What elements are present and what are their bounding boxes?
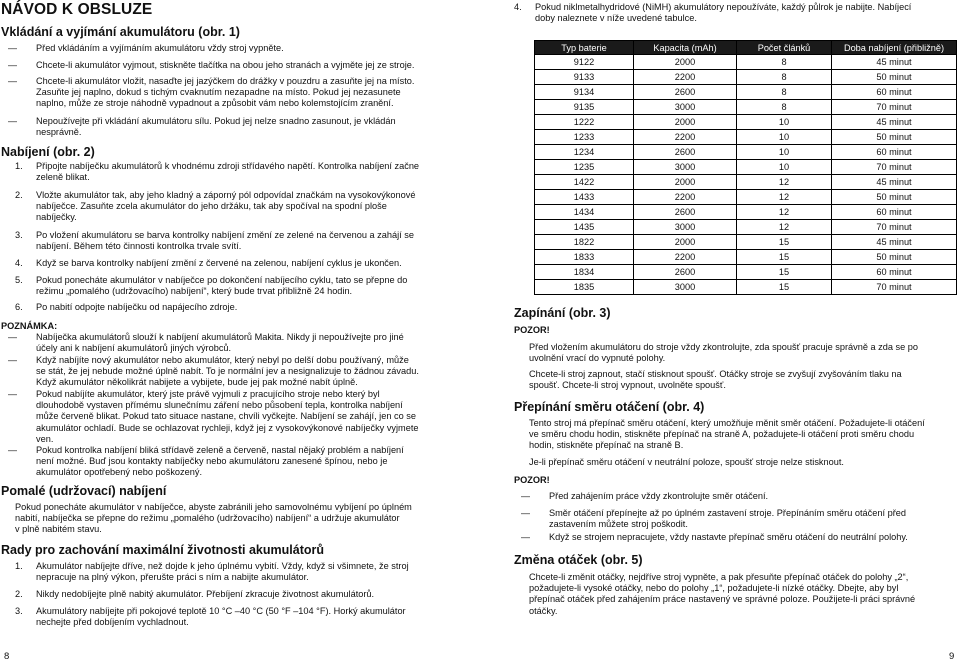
paragraph: Chcete-li změnit otáčky, nejdříve stroj vypněte, a pak přesuňte přepínač otáček do polohy „2“, požadujete-li vysoké otáčky, nebo do polohy „1“, požadujete-li nízké otáčky. Dbejte, aby byl přepínač otáček před zahájením práce nastavený ve správné poloze. Použijete-li práci správné otáčky. [529, 572, 916, 616]
table-cell: 12 [737, 220, 832, 235]
table-cell: 2000 [634, 235, 737, 250]
table-row [535, 55, 957, 70]
note-item: — Pokud kontrolka nabíjení bliká střídavě zeleně a červeně, nastal nějaký problém a nabíjení není možné. Buď jsou kontakty nabíječky nebo akumulátoru zanesené špínou, nebo je akumulátor opotřebený nebo poškozený. [36, 445, 404, 479]
section-heading-switching-on: Zapínání (obr. 3) [514, 306, 611, 320]
table-cell: 70 minut [832, 280, 957, 295]
table-cell: 60 minut [832, 85, 957, 100]
table-cell: 2600 [634, 205, 737, 220]
bullet-item: — Před vkládáním a vyjímáním akumulátoru vždy stroj vypněte. [36, 43, 284, 54]
note-label: POZNÁMKA: [1, 321, 58, 331]
note-item: — Nabíječka akumulátorů slouží k nabíjení akumulátorů Makita. Nikdy ji nepoužívejte pro jiné účely ani k nabíjení akumulátorů jiných výrobců. [36, 332, 404, 354]
note-item: — Když nabíjíte nový akumulátor nebo akumulátor, který nebyl po delší dobu používaný, může se stát, že jej nebude možné úplně nabít. To je normální jev a nesignalizuje to žádnou závadu. Když akumulátor několikrát nabijete a vybijete, bude jej pak možné nabít úplně. [36, 355, 419, 389]
column-header: Počet článků [737, 41, 832, 55]
paragraph: Před vložením akumulátoru do stroje vždy zkontrolujte, zda spoušť pracuje správně a zda se po uvolnění vrací do vypnuté polohy. [529, 342, 919, 364]
table-cell: 8 [737, 100, 832, 115]
table-cell: 1434 [535, 205, 634, 220]
page-title: NÁVOD K OBSLUZE [1, 1, 153, 18]
table-row [535, 115, 957, 130]
table-cell: 10 [737, 115, 832, 130]
table-cell: 12 [737, 205, 832, 220]
numbered-item: 2. Vložte akumulátor tak, aby jeho kladný a záporný pól odpovídal značkám na vysokovýkonové nabíječce. Zasuňte zcela akumulátor do jeho držáku, tak aby spočíval na spodní ploše nabíječky. [15, 190, 416, 223]
table-row [535, 205, 957, 220]
table-cell: 70 minut [832, 220, 957, 235]
table-cell: 70 minut [832, 100, 957, 115]
section-heading-trickle-charge: Pomalé (udržovací) nabíjení [1, 484, 167, 498]
table-cell: 15 [737, 250, 832, 265]
table-cell: 3000 [634, 160, 737, 175]
table-cell: 2000 [634, 55, 737, 70]
table-cell: 10 [737, 130, 832, 145]
table-cell: 2000 [634, 115, 737, 130]
table-cell: 15 [737, 235, 832, 250]
table-cell: 10 [737, 145, 832, 160]
table-cell: 2600 [634, 85, 737, 100]
table-cell: 8 [737, 85, 832, 100]
section-heading-direction: Přepínání směru otáčení (obr. 4) [514, 400, 705, 414]
bullet-item-cont: naplno, může ze stroje náhodně vypadnout a způsobit vám nebo kolemstojícím zranění. [36, 98, 394, 108]
table-cell: 2600 [634, 265, 737, 280]
table-cell: 2600 [634, 145, 737, 160]
table-cell: 1835 [535, 280, 634, 295]
paragraph: Pokud ponecháte akumulátor v nabíječce, abyste zabránili jeho samovolnému vybíjení po úplném nabití, nabíječka se přepne do režimu „pomalého (udržovacího) nabíjení“ a udržuje akumulátor v plně nabitém stavu. [15, 502, 412, 535]
column-header: Doba nabíjení (přibližně) [832, 41, 957, 55]
table-cell: 9122 [535, 55, 634, 70]
table-cell: 8 [737, 70, 832, 85]
table-cell: 45 minut [832, 115, 957, 130]
table-cell: 1433 [535, 190, 634, 205]
table-row [535, 235, 957, 250]
numbered-item: 6. Po nabití odpojte nabíječku od napájecího zdroje. [15, 302, 238, 312]
table-cell: 45 minut [832, 235, 957, 250]
table-cell: 9134 [535, 85, 634, 100]
table-cell: 60 minut [832, 265, 957, 280]
table-cell: 60 minut [832, 145, 957, 160]
table-cell: 15 [737, 280, 832, 295]
numbered-item: 2. Nikdy nedobíjejte plně nabitý akumulátor. Přebíjení zkracuje životnost akumulátorů. [15, 589, 375, 599]
table-cell: 60 minut [832, 205, 957, 220]
table-header-row [535, 41, 957, 55]
paragraph: Tento stroj má přepínač směru otáčení, který umožňuje měnit směr otáčení. Požadujete-li otáčení ve směru chodu hodin, stiskněte přepínač na straně A, požadujete-li otáčení proti směru chodu hodin, stiskněte přepínač na straně B. [529, 418, 925, 451]
numbered-item: 3. Akumulátory nabíjejte při pokojové teplotě 10 °C –40 °C (50 °F –104 °F). Horký akumulátor nechejte před dobíjením vychladnout. [15, 606, 406, 628]
table-cell: 3000 [634, 100, 737, 115]
table-cell: 1233 [535, 130, 634, 145]
table-row [535, 130, 957, 145]
table-cell: 1234 [535, 145, 634, 160]
numbered-item: 4. Když se barva kontrolky nabíjení změní z červené na zelenou, nabíjení cyklus je ukončen. [15, 258, 402, 268]
table-cell: 3000 [634, 220, 737, 235]
column-header: Kapacita (mAh) [634, 41, 737, 55]
table-row [535, 175, 957, 190]
table-row [535, 280, 957, 295]
caution-label: POZOR! [514, 475, 550, 485]
bullet-item: — Před zahájením práce vždy zkontrolujte směr otáčení. [549, 491, 768, 502]
page-number: 8 [4, 651, 10, 662]
table-cell: 8 [737, 55, 832, 70]
section-heading-battery-insert: Vkládání a vyjímání akumulátoru (obr. 1) [1, 25, 240, 39]
bullet-item-cont: nesprávně. [36, 127, 82, 137]
table-cell: 1422 [535, 175, 634, 190]
table-row [535, 250, 957, 265]
table-cell: 2200 [634, 130, 737, 145]
table-cell: 2000 [634, 175, 737, 190]
table-row [535, 160, 957, 175]
table-cell: 1822 [535, 235, 634, 250]
table-cell: 70 minut [832, 160, 957, 175]
note-item: — Pokud nabíjíte akumulátor, který jste právě vyjmuli z pracujícího stroje nebo který byl dlouhodobě vystaven přímému slunečnímu záření nebo působení tepla, kontrolka nabíjení může červeně blikat. Pokud tato situace nastane, chvíli vyčkejte. Nabíjení se zahájí, jen co se akumulátor ochladí. Bude se ochlazovat rychleji, když jej z vysokovýkonové nabíječky vyjmete ven. [36, 389, 418, 445]
table-cell: 15 [737, 265, 832, 280]
table-row [535, 220, 957, 235]
table-cell: 45 minut [832, 175, 957, 190]
table-cell: 2200 [634, 70, 737, 85]
numbered-item: 1. Připojte nabíječku akumulátorů k vhodnému zdroji střídavého napětí. Kontrolka nabíjení začne zeleně blikat. [15, 161, 420, 183]
numbered-item: 5. Pokud ponecháte akumulátor v nabíječce po dokončení nabíjecího cyklu, tato se přepne do režimu „pomalého (udržovacího) nabíjení“, který bude trvat přibližně 24 hodin. [15, 275, 408, 297]
bullet-item: — Směr otáčení přepínejte až po úplném zastavení stroje. Přepínáním směru otáčení před zastavením můžete stroj poškodit. [549, 508, 906, 530]
table-row [535, 85, 957, 100]
column-header: Typ baterie [535, 41, 634, 55]
table-cell: 2200 [634, 190, 737, 205]
bullet-item: — Chcete-li akumulátor vložit, nasaďte jej jazýčkem do drážky v pouzdru a zasuňte jej na místo. [36, 76, 414, 87]
bullet-item-cont: Zasuňte jej naplno, dokud s tichým cvaknutím nezapadne na místo. Pokud jej nezasunete [36, 87, 401, 97]
bullet-item: — Chcete-li akumulátor vyjmout, stiskněte tlačítka na obou jeho stranách a vyjměte jej ze stroje. [36, 60, 414, 71]
page-number: 9 [949, 651, 955, 662]
table-row [535, 100, 957, 115]
bullet-item: — Když se strojem nepracujete, vždy nastavte přepínač směru otáčení do neutrální polohy. [549, 532, 908, 543]
table-cell: 1435 [535, 220, 634, 235]
table-cell: 12 [737, 175, 832, 190]
caution-label: POZOR! [514, 325, 550, 335]
table-cell: 50 minut [832, 250, 957, 265]
table-cell: 45 minut [832, 55, 957, 70]
table-cell: 1222 [535, 115, 634, 130]
table-cell: 50 minut [832, 130, 957, 145]
table-row [535, 145, 957, 160]
table-cell: 1834 [535, 265, 634, 280]
paragraph: Chcete-li stroj zapnout, stačí stisknout spoušť. Otáčky stroje se zvyšují zvyšováním tlaku na spoušť. Chcete-li stroj vypnout, uvolněte spoušť. [529, 369, 902, 391]
table-row [535, 70, 957, 85]
table-cell: 2200 [634, 250, 737, 265]
charging-time-table [534, 40, 957, 295]
table-cell: 3000 [634, 280, 737, 295]
table-cell: 1833 [535, 250, 634, 265]
table-cell: 50 minut [832, 70, 957, 85]
table-cell: 9135 [535, 100, 634, 115]
table-cell: 12 [737, 190, 832, 205]
numbered-item: 1. Akumulátor nabíjejte dříve, než dojde k jeho úplnému vybití. Vždy, když si všimnete, že stroj nepracuje na plný výkon, přerušte práci s ním a nabijte akumulátor. [15, 561, 409, 583]
table-row [535, 190, 957, 205]
bullet-item: — Nepoužívejte při vkládání akumulátoru sílu. Pokud jej nelze snadno zasunout, je vkládán [36, 116, 396, 127]
table-cell: 1235 [535, 160, 634, 175]
section-heading-battery-life: Rady pro zachování maximální životnosti akumulátorů [1, 543, 324, 557]
table-row [535, 265, 957, 280]
table-cell: 50 minut [832, 190, 957, 205]
paragraph: Je-li přepínač směru otáčení v neutrální poloze, spoušť stroje nelze stisknout. [529, 457, 844, 467]
table-cell: 10 [737, 160, 832, 175]
table-cell: 9133 [535, 70, 634, 85]
section-heading-speed-change: Změna otáček (obr. 5) [514, 553, 643, 567]
section-heading-charging: Nabíjení (obr. 2) [1, 145, 95, 159]
numbered-item: 3. Po vložení akumulátoru se barva kontrolky nabíjení změní ze zelené na červenou a zahájí se nabíjení. Během této činnosti kontrolka trvale svítí. [15, 230, 414, 252]
numbered-item: 4. Pokud niklmetalhydridové (NiMH) akumulátory nepoužíváte, každý půlrok je nabijte. Nabíjecí doby naleznete v níže uvedené tabulce. [514, 2, 912, 24]
